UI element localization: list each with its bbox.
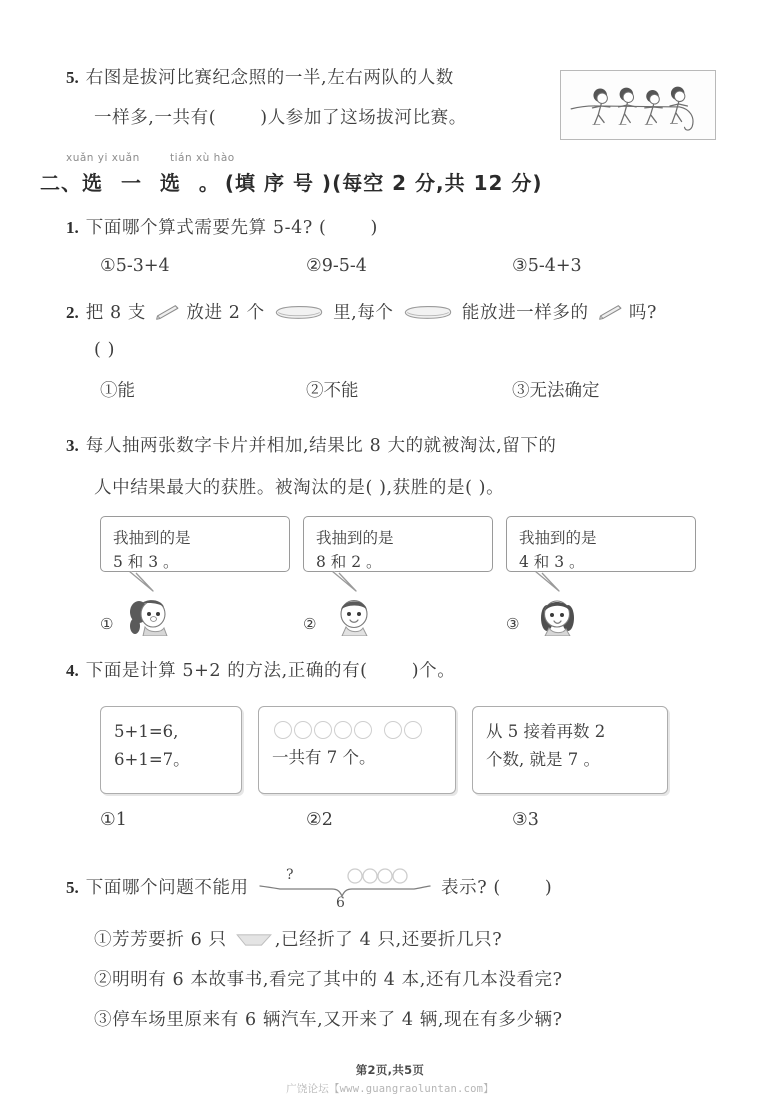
bubble-line2: 5 和 3 。 [113,553,179,572]
option-1-text-a: ①芳芳要折 6 只 [94,930,227,950]
method-line2: 6+1=7。 [114,750,190,770]
bubble-tail-icon [533,571,563,593]
option-3[interactable]: ③5-4+3 [512,256,582,277]
question-text-p2: 放进 2 个 [186,303,265,323]
watermark: 广饶论坛【www.guangraoluntan.com】 [286,1083,494,1095]
bubble-line1: 我抽到的是 [519,529,597,547]
option-1-text-b: ,已经折了 4 只,还要折几只? [274,930,503,950]
page-footer [0,1062,780,1096]
student-card-2 [303,516,493,636]
student-index: ① [100,615,114,633]
question-4-options [66,810,726,830]
circle [384,721,402,739]
question-text-line2a: 一样多,一共有( [94,108,217,129]
question-text-line1: 右图是拔河比赛纪念照的一半,左右两队的人数 [85,68,454,88]
section-instruction: (填 序 号 ) [224,171,333,195]
pencil-box-icon [401,303,455,322]
circle [314,721,332,739]
question-3-cards [100,516,720,644]
circle [274,721,292,739]
diagram-unknown-label: ? [285,867,294,883]
option-1[interactable]: ①1 [100,810,127,830]
question-number: 2. [66,303,79,322]
question-text-end: )个。 [411,661,456,681]
girl-ponytail-icon [119,590,181,636]
circle [354,721,372,739]
boy-short-hair-icon [322,590,384,636]
section-title: 选 一 选 。 [82,171,225,195]
bubble-line2: 4 和 3 。 [519,553,585,572]
bubble-line1: 我抽到的是 [113,529,191,547]
paper-boat-icon [235,932,273,947]
speech-bubble [506,516,696,572]
method-line2: 个数, 就是 7 。 [486,750,600,770]
part-whole-bracket-diagram [256,866,434,908]
bubble-tail-icon [330,571,360,593]
question-text-line1: 每人抽两张数字卡片并相加,结果比 8 大的就被淘汰,留下的 [85,436,557,456]
diagram-total-label: 6 [335,895,346,908]
question-4 [66,661,726,681]
question-5 [66,866,726,1030]
question-3 [66,436,726,498]
girl-long-hair-icon [525,590,587,636]
method-caption: 一共有 7 个。 [272,748,376,767]
pinyin-tian-xu-hao: tián xù hào [170,152,235,164]
pinyin-xuan-yi-xuan: xuǎn yi xuǎn [66,152,140,164]
method-card-3[interactable] [472,706,668,794]
bubble-line2: 8 和 2 。 [316,553,382,572]
question-number: 4. [66,661,79,680]
answer-blank[interactable] [216,108,260,128]
circle [334,721,352,739]
section-header [40,152,740,196]
pencil-icon [596,304,622,321]
page-number: 第2页,共5页 [355,1063,425,1077]
method-card-1[interactable] [100,706,242,794]
question-4-method-cards [100,706,720,798]
question-number: 3. [66,436,79,455]
question-text-p3: 里,每个 [333,303,394,323]
answer-blank[interactable] [326,218,370,238]
tug-of-war-photo [560,70,716,140]
bubble-tail-icon [127,571,157,593]
question-number: 5. [66,878,79,897]
circle [404,721,422,739]
option-3[interactable]: ③停车场里原来有 6 辆汽车,又开来了 4 辆,现在有多少辆? [94,1010,563,1031]
question-text-end: ) [370,218,378,238]
section-index: 二、 [40,171,82,195]
question-text-p4: 能放进一样多的 [461,303,589,323]
question-number: 1. [66,218,79,237]
question-5-top [66,68,536,128]
student-card-1 [100,516,290,636]
speech-bubble [100,516,290,572]
counting-circles [274,719,442,741]
pencil-icon [153,304,179,321]
option-2[interactable]: ②2 [306,810,333,830]
student-index: ② [303,615,317,633]
student-index: ③ [506,615,520,633]
section-score: (每空 2 分,共 12 分) [332,171,543,195]
answer-blank[interactable] [368,661,412,681]
option-3[interactable]: ③3 [512,810,539,830]
question-text-end: 表示? ( [441,878,501,898]
question-text-line2b: )人参加了这场拔河比赛。 [260,108,467,129]
question-text: 下面是计算 5+2 的方法,正确的有( [85,661,368,681]
option-1[interactable] [66,930,726,950]
option-3[interactable]: ③无法确定 [512,381,600,402]
student-card-3 [506,516,696,636]
speech-bubble [303,516,493,572]
option-2[interactable]: ②不能 [306,381,359,402]
answer-blank[interactable] [501,878,545,898]
answer-blank-line[interactable]: ( ) [94,340,116,361]
question-text: 下面哪个问题不能用 [85,878,249,898]
question-2 [66,303,726,402]
question-number: 5. [66,68,79,87]
question-text-line2: 人中结果最大的获胜。被淘汰的是( ),获胜的是( )。 [94,478,505,499]
method-line1: 从 5 接着再数 2 [486,722,606,741]
option-1[interactable]: ①5-3+4 [100,256,170,277]
question-text-p1: 把 8 支 [85,303,147,323]
option-2[interactable]: ②9-5-4 [306,256,367,277]
bubble-line1: 我抽到的是 [316,529,394,547]
method-line1: 5+1=6, [114,722,179,741]
option-2[interactable]: ②明明有 6 本故事书,看完了其中的 4 本,还有几本没看完? [94,970,563,991]
question-text: 下面哪个算式需要先算 5-4? ( [85,218,327,238]
pencil-box-icon [272,303,326,322]
question-text-close: ) [544,878,553,898]
circle [294,721,312,739]
question-1 [66,218,726,276]
method-card-2[interactable] [258,706,456,794]
question-text-p5: 吗? [628,303,658,323]
option-1[interactable]: ①能 [100,381,135,402]
